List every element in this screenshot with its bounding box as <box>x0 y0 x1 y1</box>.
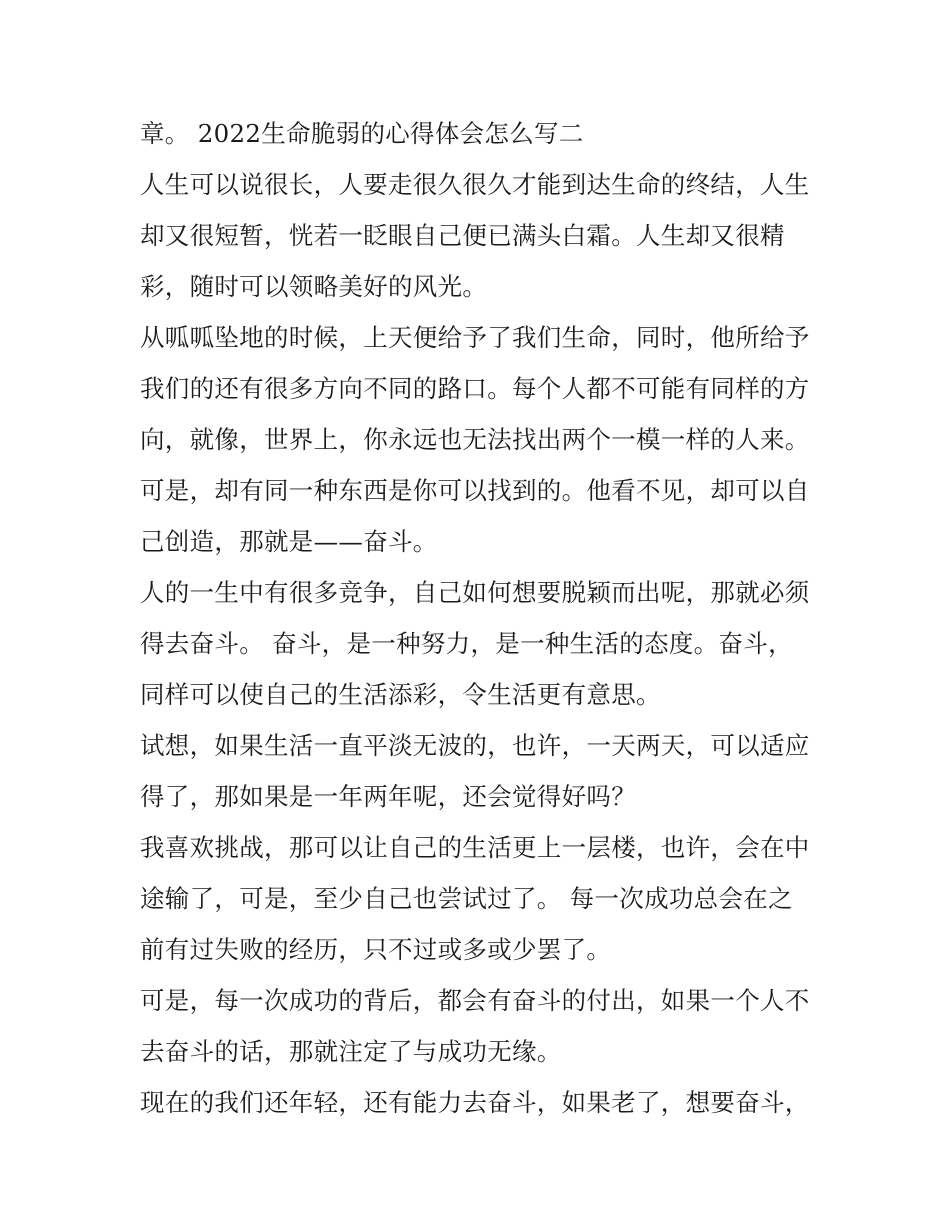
text-line: 同样可以使自己的生活添彩，令生活更有意思。 <box>140 680 661 709</box>
text-line: 却又很短暂，恍若一眨眼自己便已满头白霜。人生却又很精 <box>140 221 785 250</box>
text-line: 章。 2022生命脆弱的心得体会怎么写二 <box>140 119 584 148</box>
text-line: 得去奋斗。 奋斗，是一种努力，是一种生活的态度。奋斗， <box>140 629 793 658</box>
text-line: 途输了，可是，至少自己也尝试过了。 每一次成功总会在之 <box>140 884 793 913</box>
text-line: 人的一生中有很多竞争，自己如何想要脱颖而出呢，那就必须 <box>140 578 810 607</box>
text-line: 向，就像，世界上，你永远也无法找出两个一模一样的人来。 <box>140 425 810 454</box>
text-line: 现在的我们还年轻，还有能力去奋斗，如果老了，想要奋斗， <box>140 1088 810 1117</box>
text-line: 可是，每一次成功的背后，都会有奋斗的付出，如果一个人不 <box>140 986 810 1015</box>
text-line: 彩，随时可以领略美好的风光。 <box>140 272 488 301</box>
text-line: 我们的还有很多方向不同的路口。每个人都不可能有同样的方 <box>140 374 810 403</box>
text-line: 去奋斗的话，那就注定了与成功无缘。 <box>140 1037 562 1066</box>
text-line: 己创造，那就是——奋斗。 <box>140 527 438 556</box>
text-line: 从呱呱坠地的时候，上天便给予了我们生命，同时，他所给予 <box>140 323 810 352</box>
text-line: 得了，那如果是一年两年呢，还会觉得好吗？ <box>140 782 636 811</box>
text-line: 人生可以说很长，人要走很久很久才能到达生命的终结，人生 <box>140 170 810 199</box>
text-line: 前有过失败的经历，只不过或多或少罢了。 <box>140 935 612 964</box>
text-line: 我喜欢挑战，那可以让自己的生活更上一层楼，也许，会在中 <box>140 833 810 862</box>
text-line: 试想，如果生活一直平淡无波的，也许，一天两天，可以适应 <box>140 731 810 760</box>
text-line: 可是，却有同一种东西是你可以找到的。他看不见，却可以自 <box>140 476 810 505</box>
document-body <box>140 108 820 1128</box>
